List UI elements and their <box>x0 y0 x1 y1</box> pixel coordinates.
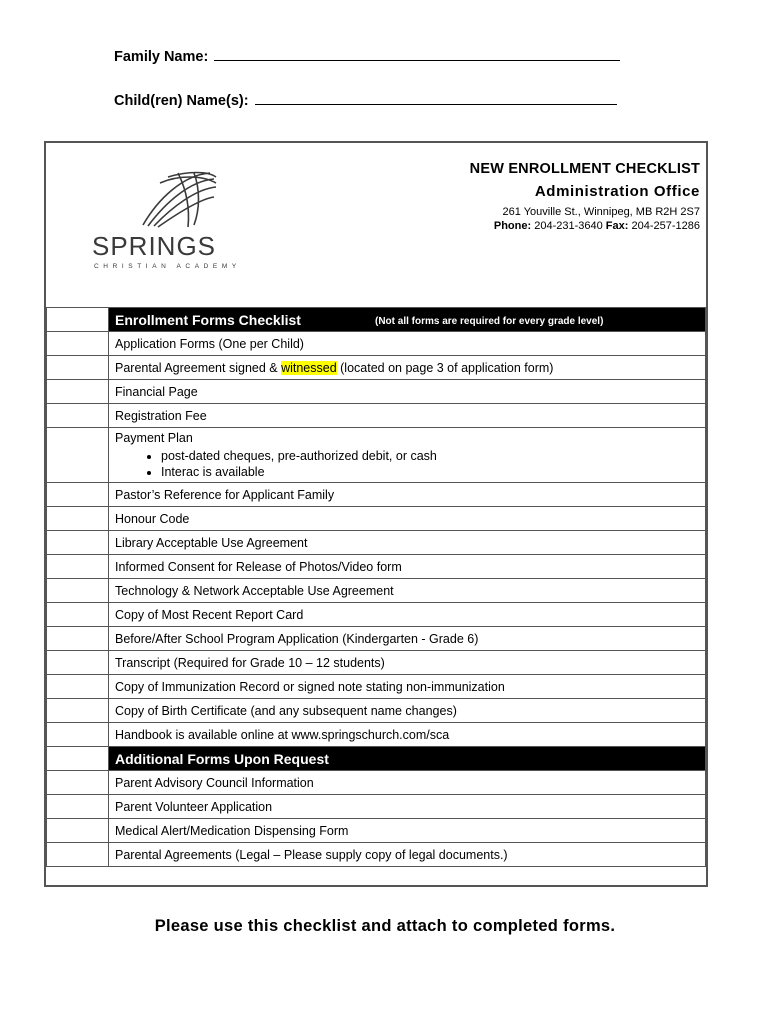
checklist-row <box>47 603 706 627</box>
checklist-item: Parent Volunteer Application <box>109 795 706 819</box>
checklist-row <box>47 795 706 819</box>
checkbox-cell[interactable] <box>47 699 109 723</box>
checklist-table <box>46 307 706 867</box>
checklist-row <box>47 332 706 356</box>
checklist-item: Financial Page <box>109 380 706 404</box>
checklist-item <box>109 428 706 483</box>
phone-number: 204-231-3640 <box>534 220 603 232</box>
checklist-row <box>47 651 706 675</box>
item-text: Payment Plan <box>115 431 193 445</box>
checklist-item: Application Forms (One per Child) <box>109 332 706 356</box>
checklist-row <box>47 699 706 723</box>
checklist-row <box>47 428 706 483</box>
highlighted-text: witnessed <box>281 360 337 375</box>
checklist-item: Registration Fee <box>109 404 706 428</box>
checklist-row <box>47 675 706 699</box>
checkbox-cell[interactable] <box>47 308 109 332</box>
section-title: Enrollment Forms Checklist <box>115 311 301 328</box>
checklist-item <box>109 356 706 380</box>
checkbox-cell[interactable] <box>47 428 109 483</box>
item-text-after: (located on page 3 of application form) <box>336 360 554 375</box>
springs-swirl-icon <box>138 169 218 229</box>
checkbox-cell[interactable] <box>47 747 109 771</box>
checkbox-cell[interactable] <box>47 603 109 627</box>
checklist-item: Pastor’s Reference for Applicant Family <box>109 483 706 507</box>
checkbox-cell[interactable] <box>47 356 109 380</box>
bullet-item: • post-dated cheques, pre-authorized debit, or cash <box>161 448 699 464</box>
family-name-field[interactable] <box>114 48 620 65</box>
section-header-enrollment <box>47 308 706 332</box>
office-info <box>470 161 700 232</box>
checklist-row <box>47 356 706 380</box>
checklist-item: Copy of Immunization Record or signed note stating non-immunization <box>109 675 706 699</box>
checkbox-cell[interactable] <box>47 579 109 603</box>
family-name-blank[interactable] <box>214 48 620 61</box>
family-name-label: Family Name: <box>114 49 209 65</box>
school-logo <box>92 169 264 279</box>
checkbox-cell[interactable] <box>47 507 109 531</box>
office-name: Administration Office <box>534 183 700 200</box>
checklist-item: Before/After School Program Application (Kindergarten - Grade 6) <box>109 627 706 651</box>
checklist-row <box>47 380 706 404</box>
checklist-row <box>47 555 706 579</box>
checklist-item: Transcript (Required for Grade 10 – 12 students) <box>109 651 706 675</box>
checkbox-cell[interactable] <box>47 819 109 843</box>
checklist-item: Handbook is available online at www.springschurch.com/sca <box>109 723 706 747</box>
checklist-row <box>47 507 706 531</box>
checklist-row <box>47 483 706 507</box>
checklist-item: Medical Alert/Medication Dispensing Form <box>109 819 706 843</box>
checkbox-cell[interactable] <box>47 404 109 428</box>
logo-subtitle: CHRISTIAN ACADEMY <box>94 263 241 270</box>
checklist-row <box>47 404 706 428</box>
sheet-header <box>46 143 706 307</box>
checklist-item: Informed Consent for Release of Photos/Video form <box>109 555 706 579</box>
office-address: 261 Youville St., Winnipeg, MB R2H 2S7 <box>502 206 700 218</box>
footer-instruction: Please use this checklist and attach to completed forms. <box>154 917 616 935</box>
checkbox-cell[interactable] <box>47 483 109 507</box>
checkbox-cell[interactable] <box>47 651 109 675</box>
checklist-item: Copy of Most Recent Report Card <box>109 603 706 627</box>
checklist-row <box>47 771 706 795</box>
checklist-row <box>47 723 706 747</box>
section-header-additional <box>47 747 706 771</box>
item-text-before: Parental Agreement signed & <box>115 360 282 375</box>
checklist-sheet <box>44 141 708 887</box>
checklist-row <box>47 627 706 651</box>
checkbox-cell[interactable] <box>47 555 109 579</box>
fax-number: 204-257-1286 <box>631 220 700 232</box>
children-name-blank[interactable] <box>255 92 617 105</box>
checklist-title: NEW ENROLLMENT CHECKLIST <box>469 161 700 177</box>
checkbox-cell[interactable] <box>47 771 109 795</box>
checklist-item: Parent Advisory Council Information <box>109 771 706 795</box>
checklist-row <box>47 843 706 867</box>
checklist-row <box>47 819 706 843</box>
checklist-row <box>47 531 706 555</box>
checklist-item: Honour Code <box>109 507 706 531</box>
checklist-item: Copy of Birth Certificate (and any subsequent name changes) <box>109 699 706 723</box>
children-name-label: Child(ren) Name(s): <box>114 93 249 109</box>
office-contact <box>470 220 700 232</box>
section-title: Additional Forms Upon Request <box>115 750 329 767</box>
logo-name: SPRINGS <box>92 231 217 261</box>
checkbox-cell[interactable] <box>47 380 109 404</box>
phone-label: Phone: <box>493 220 532 232</box>
checklist-row <box>47 579 706 603</box>
checklist-item: Parental Agreements (Legal – Please supply copy of legal documents.) <box>109 843 706 867</box>
checkbox-cell[interactable] <box>47 843 109 867</box>
checklist-item: Library Acceptable Use Agreement <box>109 531 706 555</box>
checkbox-cell[interactable] <box>47 795 109 819</box>
fax-label: Fax: <box>605 220 629 232</box>
checkbox-cell[interactable] <box>47 531 109 555</box>
checklist-item: Technology & Network Acceptable Use Agreement <box>109 579 706 603</box>
payment-plan-bullets <box>115 448 699 480</box>
section-note: (Not all forms are required for every grade level) <box>375 316 604 327</box>
checkbox-cell[interactable] <box>47 332 109 356</box>
children-name-field[interactable] <box>114 92 617 109</box>
bullet-item: • Interac is available <box>161 464 699 480</box>
checkbox-cell[interactable] <box>47 627 109 651</box>
checkbox-cell[interactable] <box>47 723 109 747</box>
checkbox-cell[interactable] <box>47 675 109 699</box>
